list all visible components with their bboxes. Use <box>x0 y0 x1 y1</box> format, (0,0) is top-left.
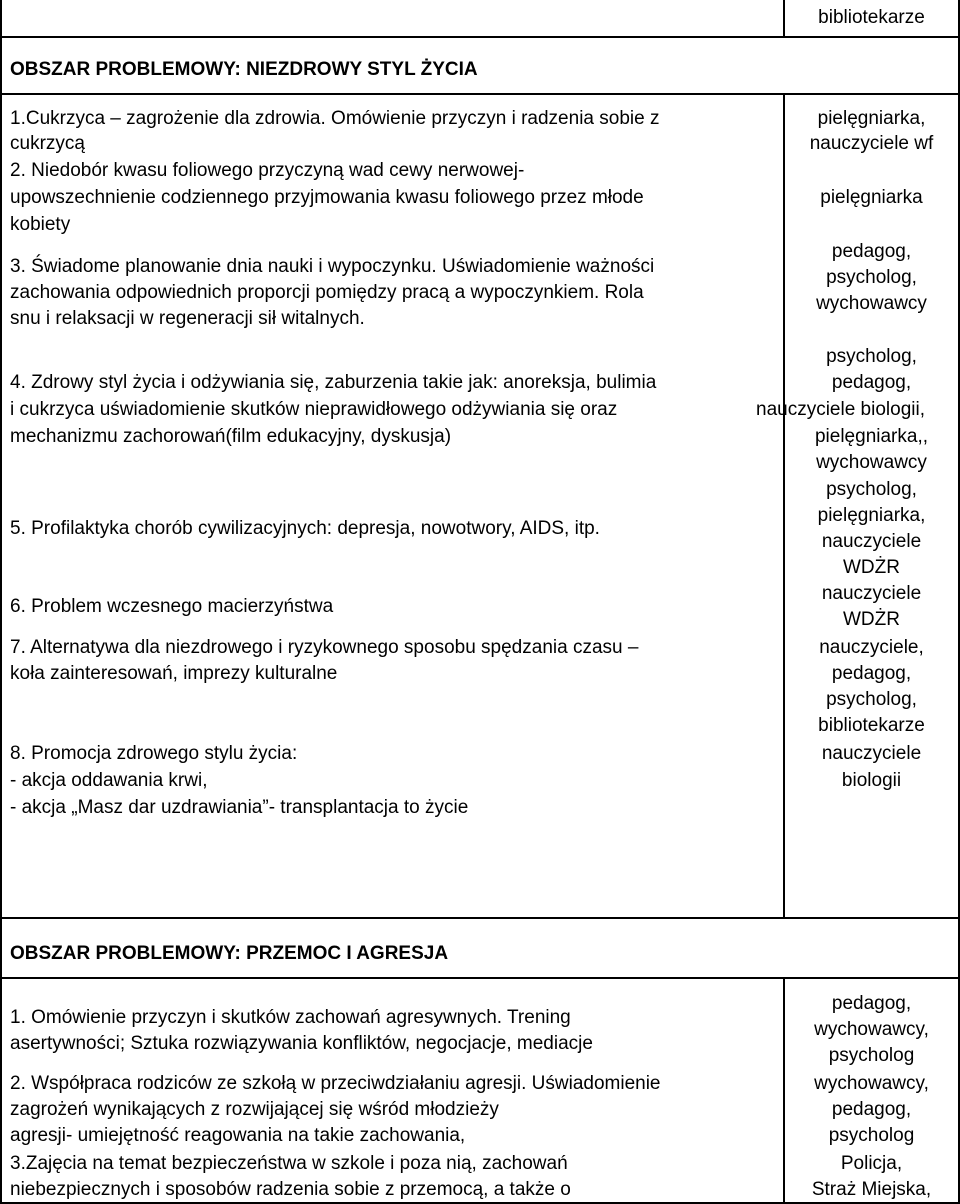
topic-line: - akcja „Masz dar uzdrawiania”- transplantacja to życie <box>10 797 469 818</box>
topic-line: niebezpiecznych i sposobów radzenia sobie z przemocą, a także o <box>10 1179 571 1200</box>
topic-line: - akcja oddawania krwi, <box>10 770 208 791</box>
topic-line: 3. Świadome planowanie dnia nauki i wypoczynku. Uświadomienie ważności <box>10 256 655 277</box>
topic-line: 1. Omówienie przyczyn i skutków zachowań agresywnych. Trening <box>10 1007 571 1028</box>
topic-line: asertywności; Sztuka rozwiązywania konfliktów, negocjacje, mediacje <box>10 1033 593 1054</box>
topic-line: zachowania odpowiednich proporcji pomiędzy pracą a wypoczynkiem. Rola <box>10 282 644 303</box>
responsible-line: wychowawcy <box>816 293 927 314</box>
responsible-line: wychowawcy, <box>814 1019 929 1040</box>
responsible-line: psycholog, <box>826 346 917 367</box>
responsible-line: pedagog, <box>831 1099 912 1120</box>
topic-line: mechanizmu zachorowań(film edukacyjny, dyskusja) <box>10 426 452 447</box>
topic-line: 2. Współpraca rodziców ze szkołą w przeciwdziałaniu agresji. Uświadomienie <box>10 1073 661 1094</box>
responsible-line: nauczyciele wf <box>809 133 934 154</box>
topic-line: koła zainteresowań, imprezy kulturalne <box>10 663 338 684</box>
responsible-line: WDŻR <box>843 609 900 630</box>
responsible-line: Policja, <box>840 1153 903 1174</box>
responsible-cell: bibliotekarze <box>818 7 925 28</box>
topic-line: cukrzycą <box>10 133 85 154</box>
responsible-line: nauczyciele <box>821 531 922 552</box>
responsible-line: wychowawcy, <box>814 1073 929 1094</box>
responsible-line: WDŻR <box>843 557 900 578</box>
responsible-line: pedagog, <box>831 241 912 262</box>
responsible-line: psycholog <box>828 1045 915 1066</box>
topic-line: zagrożeń wynikających z rozwijającej się wśród młodzieży <box>10 1099 499 1120</box>
section-title: OBSZAR PROBLEMOWY: PRZEMOC I AGRESJA <box>10 943 449 964</box>
responsible-line: pielęgniarka <box>820 187 923 208</box>
topic-line: 7. Alternatywa dla niezdrowego i ryzykownego sposobu spędzania czasu – <box>10 637 639 658</box>
responsible-line: nauczyciele <box>821 583 922 604</box>
topic-line: 1.Cukrzyca – zagrożenie dla zdrowia. Omówienie przyczyn i radzenia sobie z <box>10 108 660 129</box>
topic-line: snu i relaksacji w regeneracji sił witalnych. <box>10 308 365 329</box>
topic-line: 4. Zdrowy styl życia i odżywiania się, zaburzenia takie jak: anoreksja, bulimia <box>10 372 657 393</box>
topic-line: kobiety <box>10 214 71 235</box>
responsible-line: bibliotekarze <box>818 715 925 736</box>
responsible-line: pielęgniarka, <box>817 505 926 526</box>
topic-line: 6. Problem wczesnego macierzyństwa <box>10 596 334 617</box>
topic-line: upowszechnienie codziennego przyjmowania kwasu foliowego przez młode <box>10 187 644 208</box>
responsible-line: biologii <box>841 770 902 791</box>
topic-line: 3.Zajęcia na temat bezpieczeństwa w szkole i poza nią, zachowań <box>10 1153 568 1174</box>
rule <box>0 93 960 95</box>
responsible-line: psycholog, <box>826 479 917 500</box>
responsible-line: psycholog, <box>826 689 917 710</box>
topic-line: 8. Promocja zdrowego stylu życia: <box>10 743 298 764</box>
rule <box>0 917 960 919</box>
responsible-line: nauczyciele biologii, <box>756 399 925 420</box>
rule <box>0 977 960 979</box>
responsible-line: Straż Miejska, <box>811 1179 932 1200</box>
rule <box>0 36 960 38</box>
responsible-line: pedagog, <box>831 993 912 1014</box>
rule <box>0 0 2 1204</box>
responsible-line: nauczyciele <box>821 743 922 764</box>
responsible-line: pielęgniarka,, <box>814 426 929 447</box>
responsible-line: pedagog, <box>831 372 912 393</box>
section-title: OBSZAR PROBLEMOWY: NIEZDROWY STYL ŻYCIA <box>10 59 478 80</box>
topic-line: i cukrzyca uświadomienie skutków nieprawidłowego odżywiania się oraz <box>10 399 618 420</box>
topic-line: agresji- umiejętność reagowania na takie zachowania, <box>10 1125 466 1146</box>
responsible-line: psycholog, <box>826 267 917 288</box>
topic-line: 2. Niedobór kwasu foliowego przyczyną wad cewy nerwowej- <box>10 160 525 181</box>
responsible-line: pedagog, <box>831 663 912 684</box>
responsible-line: wychowawcy <box>816 452 927 473</box>
responsible-line: pielęgniarka, <box>817 108 926 129</box>
responsible-line: nauczyciele, <box>819 637 924 658</box>
responsible-line: psycholog <box>828 1125 915 1146</box>
topic-line: 5. Profilaktyka chorób cywilizacyjnych: depresja, nowotwory, AIDS, itp. <box>10 518 600 539</box>
